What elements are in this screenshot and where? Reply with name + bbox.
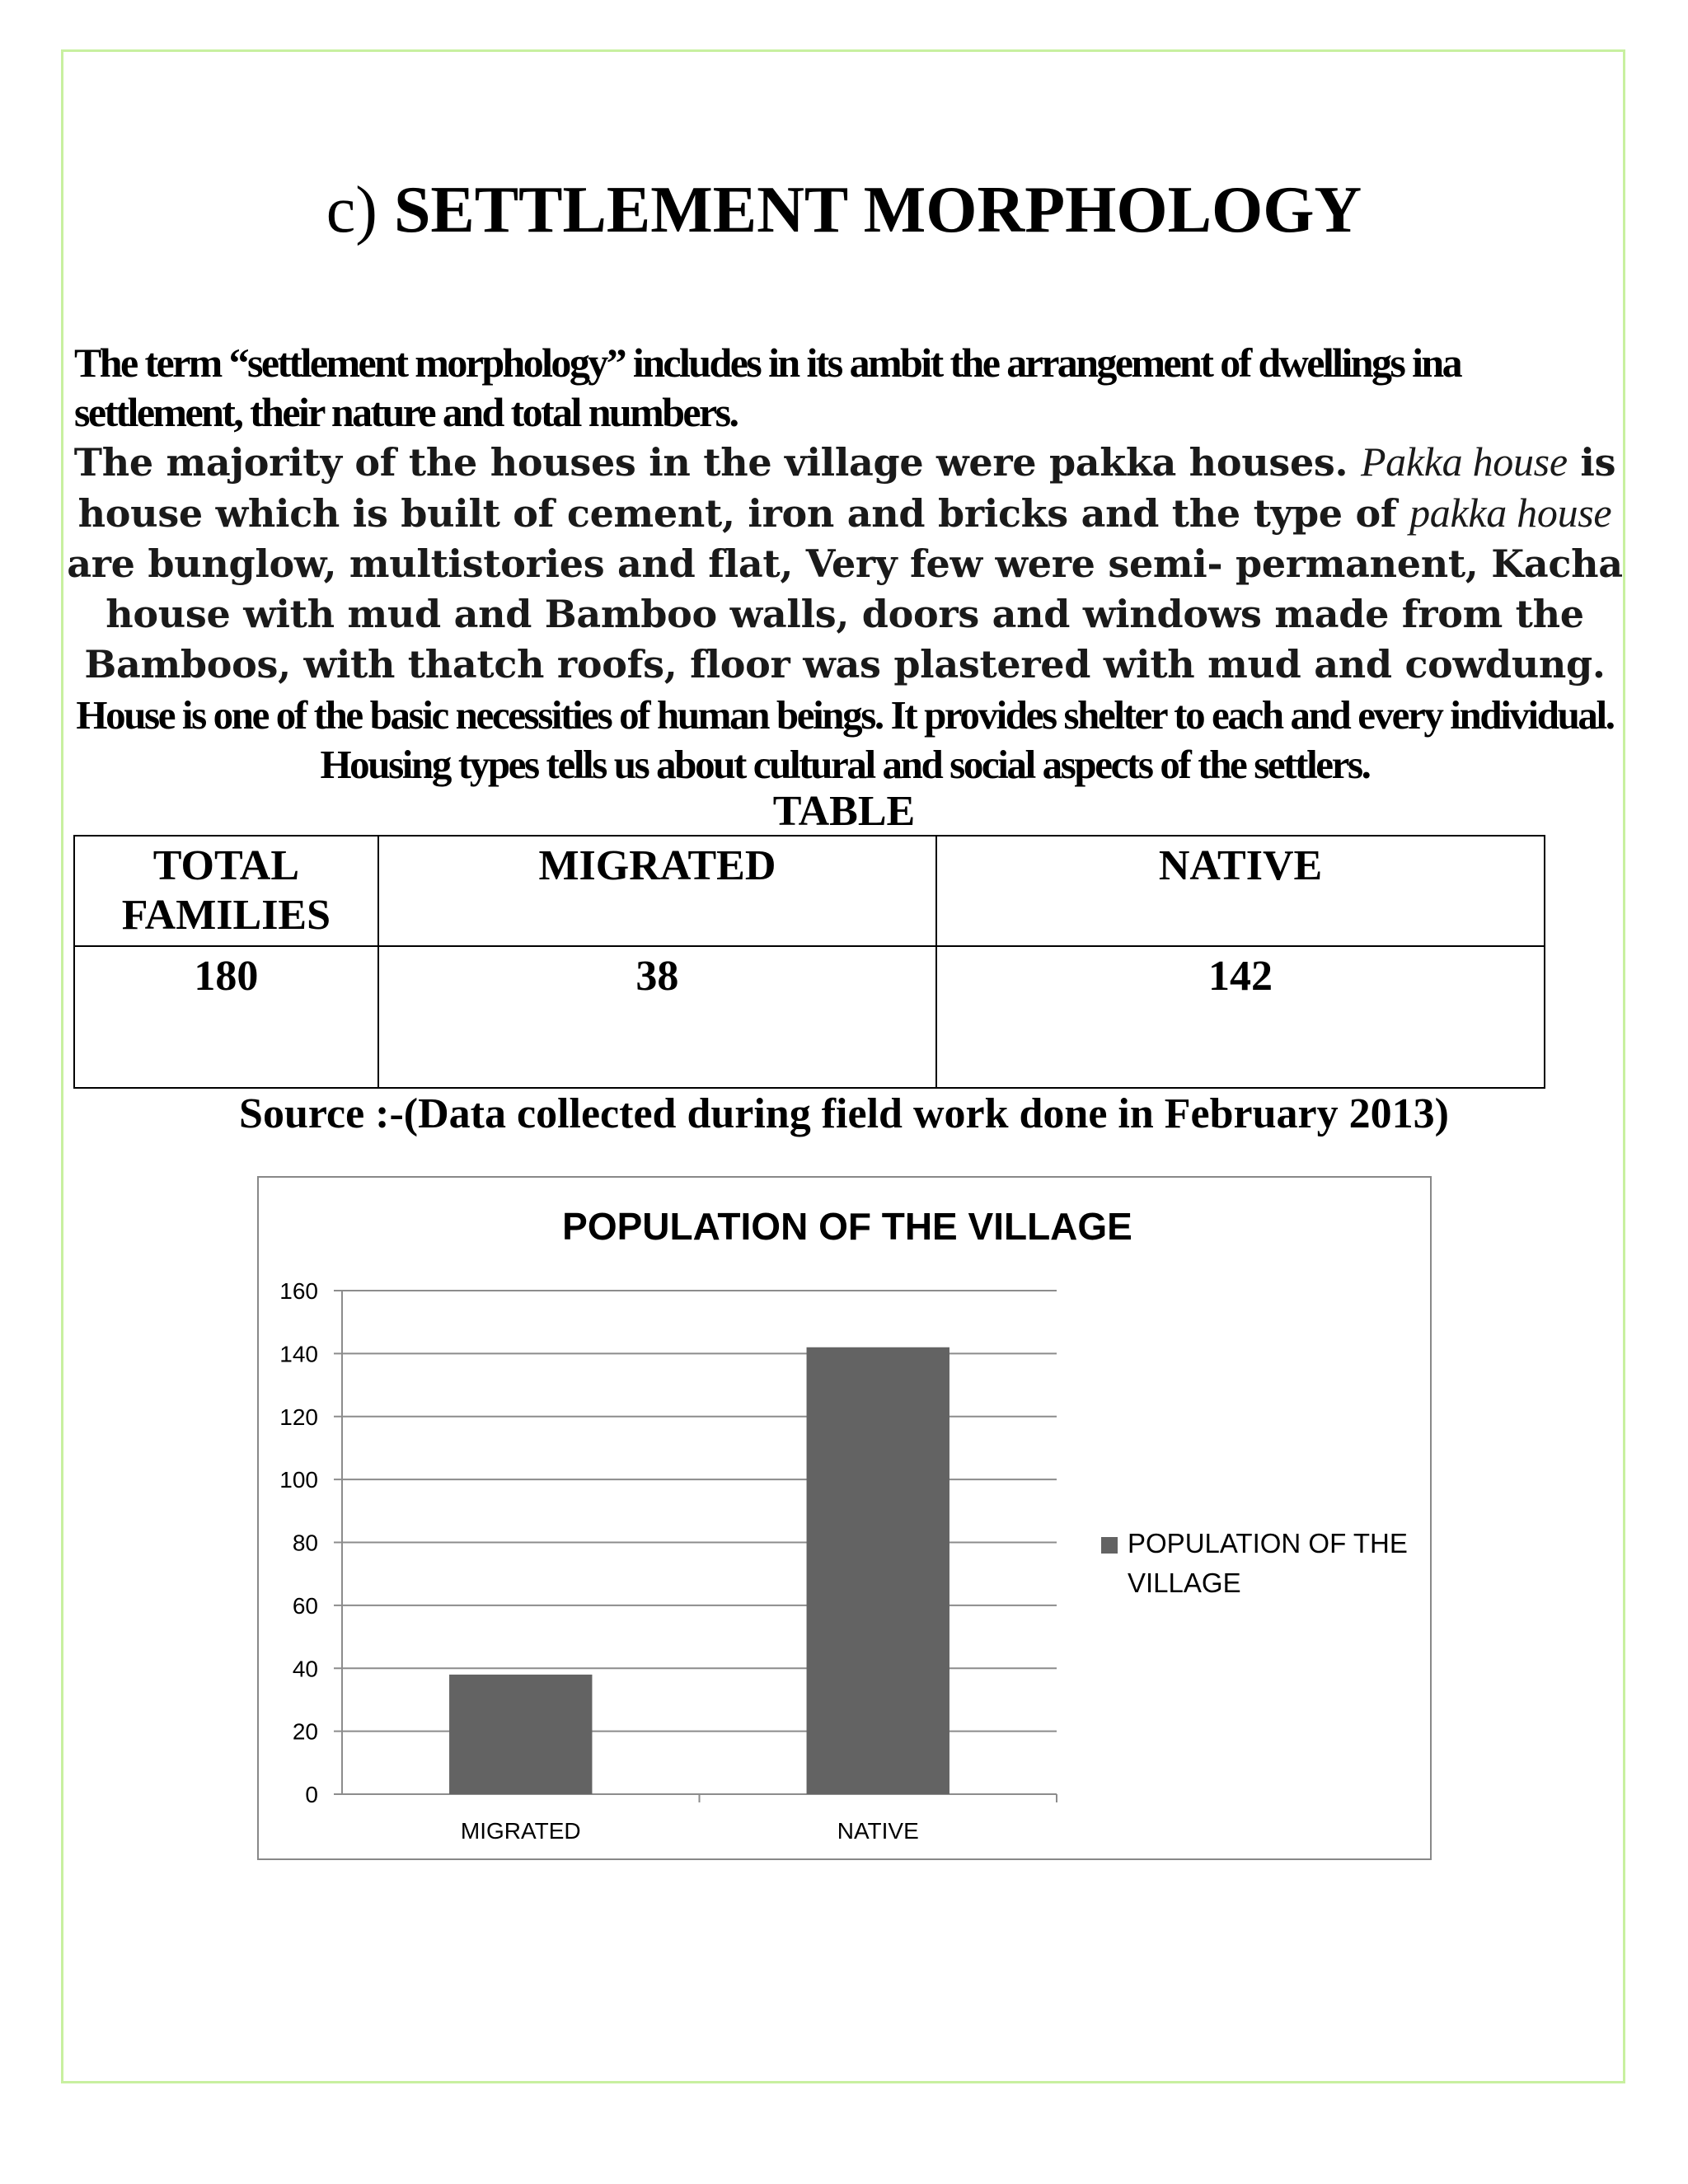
paragraph-definition: The term “settlement morphology” includes in its ambit the arrangement of dwellings ina settlement, their nature and total numbers. xyxy=(74,340,1461,435)
table-cell-migrated: 38 xyxy=(378,946,936,1088)
families-table xyxy=(73,835,1545,1089)
y-tick-label: 60 xyxy=(292,1592,318,1619)
y-tick-label: 120 xyxy=(279,1404,318,1430)
y-tick-label: 20 xyxy=(292,1718,318,1745)
table-cell-total-families: 180 xyxy=(74,946,378,1088)
chart-title: POPULATION OF THE VILLAGE xyxy=(562,1205,1132,1248)
y-tick-label: 0 xyxy=(305,1782,318,1807)
paragraph-houses-text-1: The majority of the houses in the village were pakka houses. xyxy=(73,440,1361,485)
legend-label: POPULATION OF THE VILLAGE xyxy=(1128,1528,1408,1598)
y-tick-label: 40 xyxy=(292,1656,318,1682)
paragraph-necessity: House is one of the basic necessities of human beings. It provides shelter to each and every individual. Housing types tells us about cultural and social aspects of the settlers. xyxy=(76,692,1614,787)
page-heading xyxy=(0,169,1688,251)
table-header-total-families: TOTAL FAMILIES xyxy=(74,836,378,946)
table-header-migrated: MIGRATED xyxy=(378,836,936,946)
paragraph-houses-italic-1: Pakka house xyxy=(1360,438,1568,485)
y-tick-label: 160 xyxy=(279,1278,318,1304)
paragraph-houses-italic-2: pakka house xyxy=(1409,490,1612,536)
heading-title: SETTLEMENT MORPHOLOGY xyxy=(393,174,1362,246)
bar-native xyxy=(807,1347,950,1794)
paragraph-houses xyxy=(66,437,1624,690)
table-row xyxy=(74,946,1545,1088)
legend-swatch xyxy=(1101,1537,1118,1554)
paragraph-houses-text-2: is house which is built of cement, iron and bricks and the type of xyxy=(77,440,1616,536)
x-tick-label: NATIVE xyxy=(837,1818,919,1844)
population-chart xyxy=(257,1176,1432,1860)
chart-svg xyxy=(259,1178,1430,1858)
table-cell-native: 142 xyxy=(936,946,1545,1088)
bar-migrated xyxy=(449,1675,592,1794)
heading-prefix: c) xyxy=(326,174,394,246)
y-tick-label: 100 xyxy=(279,1467,318,1493)
source-note: Source :-(Data collected during field work done in February 2013) xyxy=(239,1090,1449,1137)
x-tick-label: MIGRATED xyxy=(460,1818,581,1844)
y-tick-label: 80 xyxy=(292,1530,318,1556)
y-tick-label: 140 xyxy=(279,1341,318,1367)
table-header-row xyxy=(74,836,1545,946)
table-header-native: NATIVE xyxy=(936,836,1545,946)
paragraph-houses-text-3: are bunglow, multistories and flat, Very few were semi- permanent, Kacha house with mud and Bamboo walls, doors and windows made from the Bamboos, with thatch roofs, floor was plastered with mud and cowdung. xyxy=(67,541,1623,687)
table-caption: TABLE xyxy=(772,788,916,835)
